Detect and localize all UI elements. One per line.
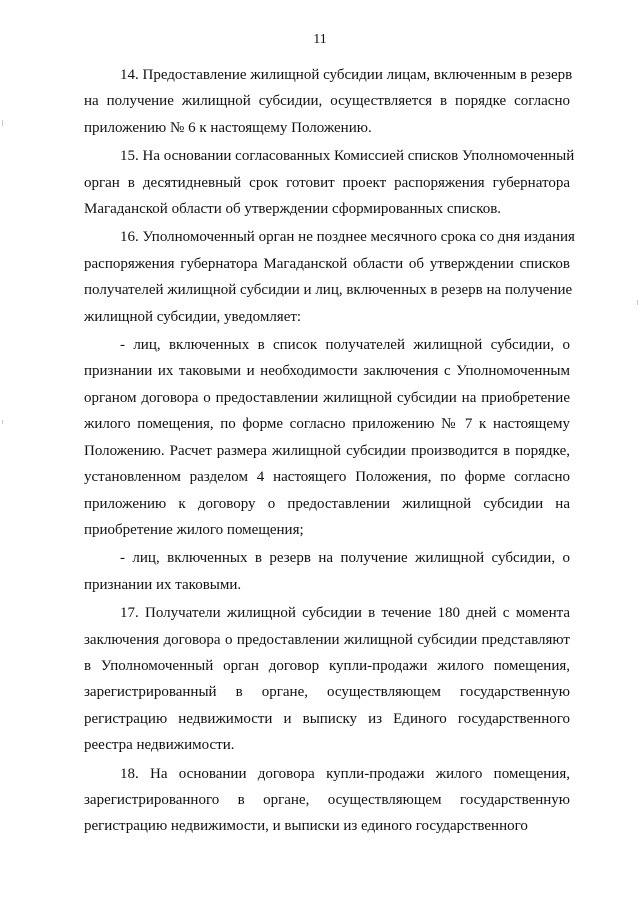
text-line: 17. Получатели жилищной субсидии в течение 180 дней с момента [120, 605, 570, 622]
paragraph-p16b [84, 545, 570, 598]
scan-edge-mark [2, 120, 3, 126]
text-line: регистрацию недвижимости и выписку из Единого государственного [84, 710, 570, 727]
text-line: зарегистрированного в органе, осуществляющем государственную [84, 791, 570, 808]
text-line: орган в десятидневный срок готовит проект распоряжения губернатора [84, 174, 570, 191]
text-line: 18. На основании договора купли-продажи жилого помещения, [120, 765, 570, 782]
text-line: в Уполномоченный орган договор купли-продажи жилого помещения, [84, 657, 570, 674]
text-line: Магаданской области об утверждении сформированных списков. [84, 201, 502, 218]
scan-edge-mark [637, 300, 638, 305]
paragraph-p16a [84, 332, 570, 543]
text-line: признании их таковыми и необходимости заключения с Уполномоченным [84, 363, 570, 380]
text-line: - лиц, включенных в список получателей жилищной субсидии, о [120, 337, 570, 354]
text-line: приложению к договору о предоставлении жилищной субсидии на [84, 495, 570, 512]
text-line: органом договора о предоставлении жилищной субсидии на приобретение [84, 389, 570, 406]
text-line: на получение жилищной субсидии, осуществляется в порядке согласно [84, 93, 570, 110]
text-line: 15. На основании согласованных Комиссией списков Уполномоченный [120, 148, 575, 165]
scan-edge-mark [2, 420, 3, 424]
text-line: 14. Предоставление жилищной субсидии лицам, включенным в резерв [120, 67, 573, 83]
text-line: получателей жилищной субсидии и лиц, включенных в резерв на получение [84, 282, 573, 299]
paragraph-p15 [84, 143, 575, 222]
text-line: установленном разделом 4 настоящего Положения, по форме согласно [84, 469, 570, 486]
text-line: зарегистрированный в органе, осуществляющем государственную [84, 684, 570, 701]
paragraph-p18 [84, 761, 570, 840]
text-line: жилищной субсидии, уведомляет: [84, 308, 302, 325]
text-line: приложению № 6 к настоящему Положению. [84, 119, 372, 136]
text-line: заключения договора о предоставлении жилищной субсидии представляют [84, 631, 570, 648]
text-line: признании их таковыми. [84, 576, 242, 593]
paragraph-p14 [84, 62, 573, 141]
paragraph-p16 [84, 224, 575, 330]
paragraph-p17 [84, 600, 570, 758]
text-line: 16. Уполномоченный орган не позднее месячного срока со дня издания [120, 229, 575, 246]
text-line: Положению. Расчет размера жилищной субсидии производится в порядке, [84, 442, 570, 459]
text-line: жилого помещения, по форме согласно приложению № 7 к настоящему [84, 416, 570, 433]
text-line: приобретение жилого помещения; [84, 521, 304, 538]
text-line: регистрацию недвижимости, и выписки из единого государственного [84, 818, 528, 835]
text-line: реестра недвижимости. [84, 737, 235, 754]
text-line: распоряжения губернатора Магаданской области об утверждении списков [84, 255, 570, 272]
document-body [84, 62, 575, 842]
text-line: - лиц, включенных в резерв на получение жилищной субсидии, о [120, 550, 570, 567]
page-number: 11 [313, 32, 327, 47]
